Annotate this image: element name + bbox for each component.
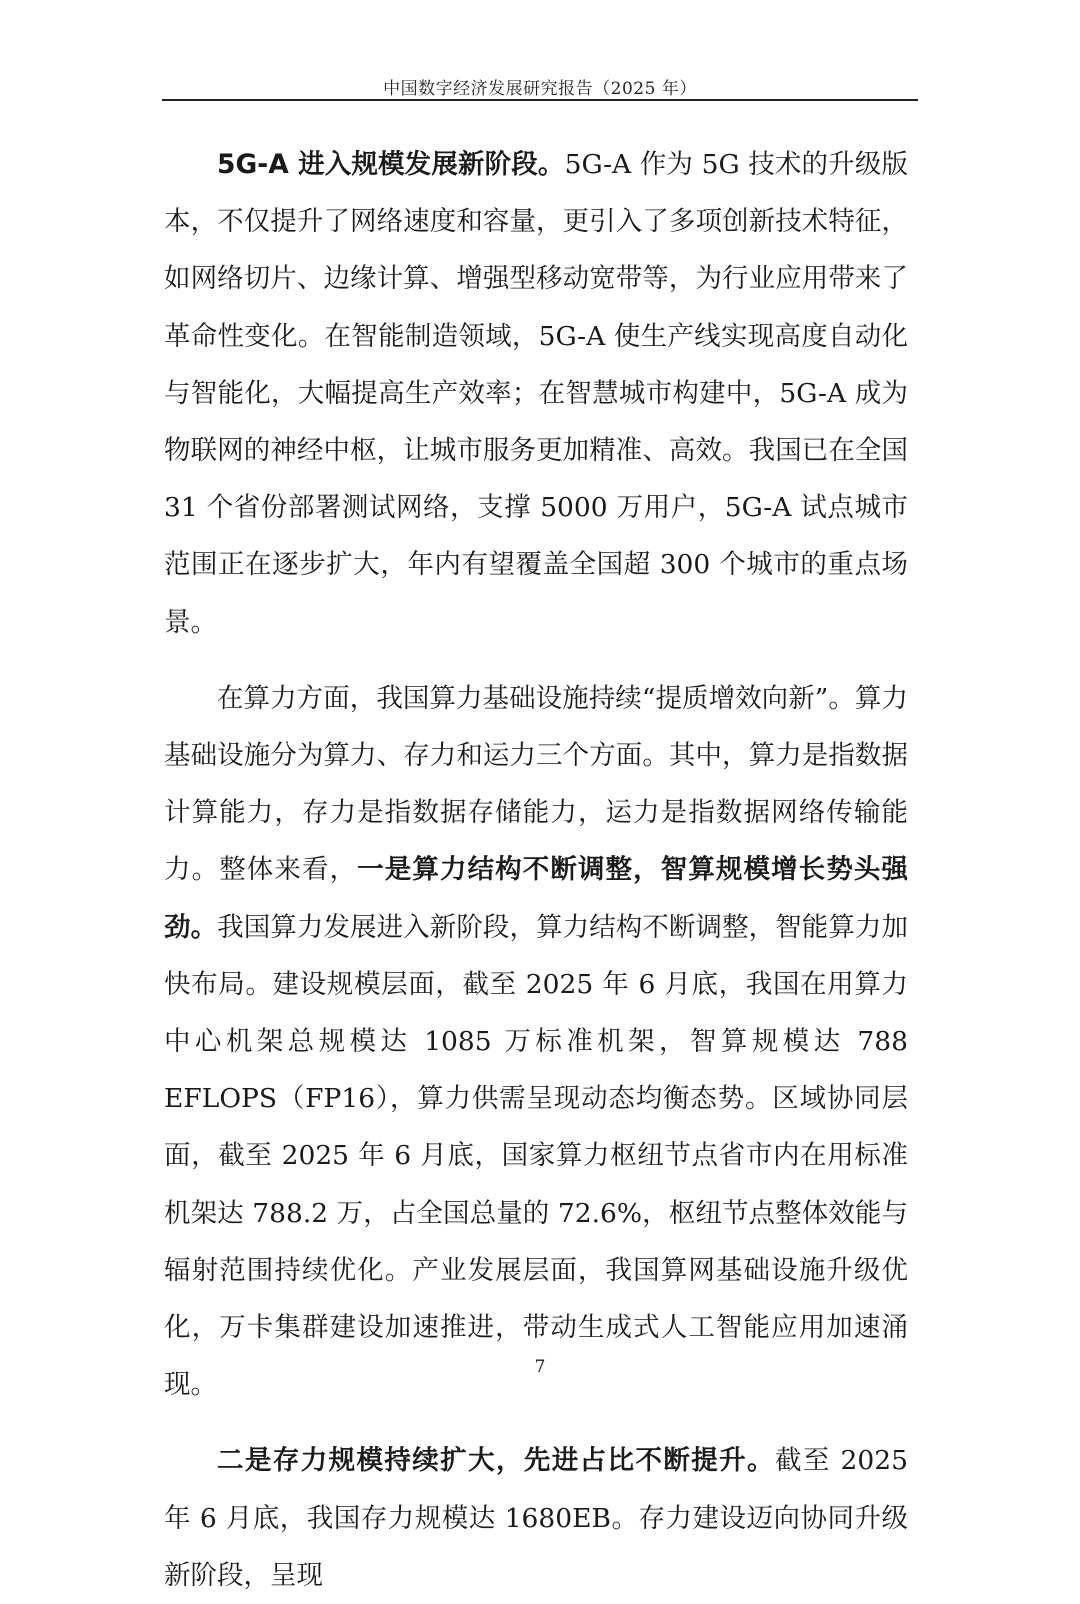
header-rule: [162, 99, 918, 101]
paragraph-text: 我国算力发展进入新阶段，算力结构不断调整，智能算力加快布局。建设规模层面，截至 2025 年 6 月底，我国在用算力中心机架总规模达 1085 万标准机架，智算规模达 788 EFLOPS（FP16），算力供需呈现动态均衡态势。区域协同层面，截至 2025 年 6 月底，国家算力枢纽节点省市内在用标准机架达 788.2 万，占全国总量的 72.6%，枢纽节点整体效能与辐射范围持续优化。产业发展层面，我国算网基础设施升级优化，万卡集群建设加速推进，带动生成式人工智能应用加速涌现。: [164, 911, 909, 1401]
paragraph-text: 5G-A 作为 5G 技术的升级版本，不仅提升了网络速度和容量，更引入了多项创新技术特征，如网络切片、边缘计算、增强型移动宽带等，为行业应用带来了革命性变化。在智能制造领域，5G-A 使生产线实现高度自动化与智能化，大幅提高生产效率；在智慧城市构建中，5G-A 成为物联网的神经中枢，让城市服务更加精准、高效。我国已在全国 31 个省份部署测试网络，支撑 5000 万用户，5G-A 试点城市范围正在逐步扩大，年内有望覆盖全国超 300 个城市的重点场景。: [164, 149, 908, 638]
running-header: 中国数字经济发展研究报告（2025 年）: [383, 79, 697, 99]
paragraph-inline-heading: 一是算力结构不断调整，智算规模增长势头强劲。: [164, 854, 909, 943]
paragraph-storage-power: [164, 1432, 908, 1604]
paragraph-lead-heading: 二是存力规模持续扩大，先进占比不断提升。: [217, 1445, 775, 1477]
paragraph-5g-a: [164, 136, 908, 651]
page-number: 7: [534, 1357, 546, 1377]
paragraph-text: 截至 2025 年 6 月底，我国存力规模达 1680EB。存力建设迈向协同升级新阶段，呈现: [164, 1445, 908, 1591]
paragraph-lead-heading: 5G-A 进入规模发展新阶段。: [217, 149, 565, 180]
paragraph-computing-power: [164, 670, 908, 1414]
body-text: [164, 136, 908, 1604]
paragraph-text: 在算力方面，我国算力基础设施持续“提质增效向新”。算力基础设施分为算力、存力和运力三个方面。其中，算力是指数据计算能力，存力是指数据存储能力，运力是指数据网络传输能力。整体来看，: [164, 682, 908, 886]
